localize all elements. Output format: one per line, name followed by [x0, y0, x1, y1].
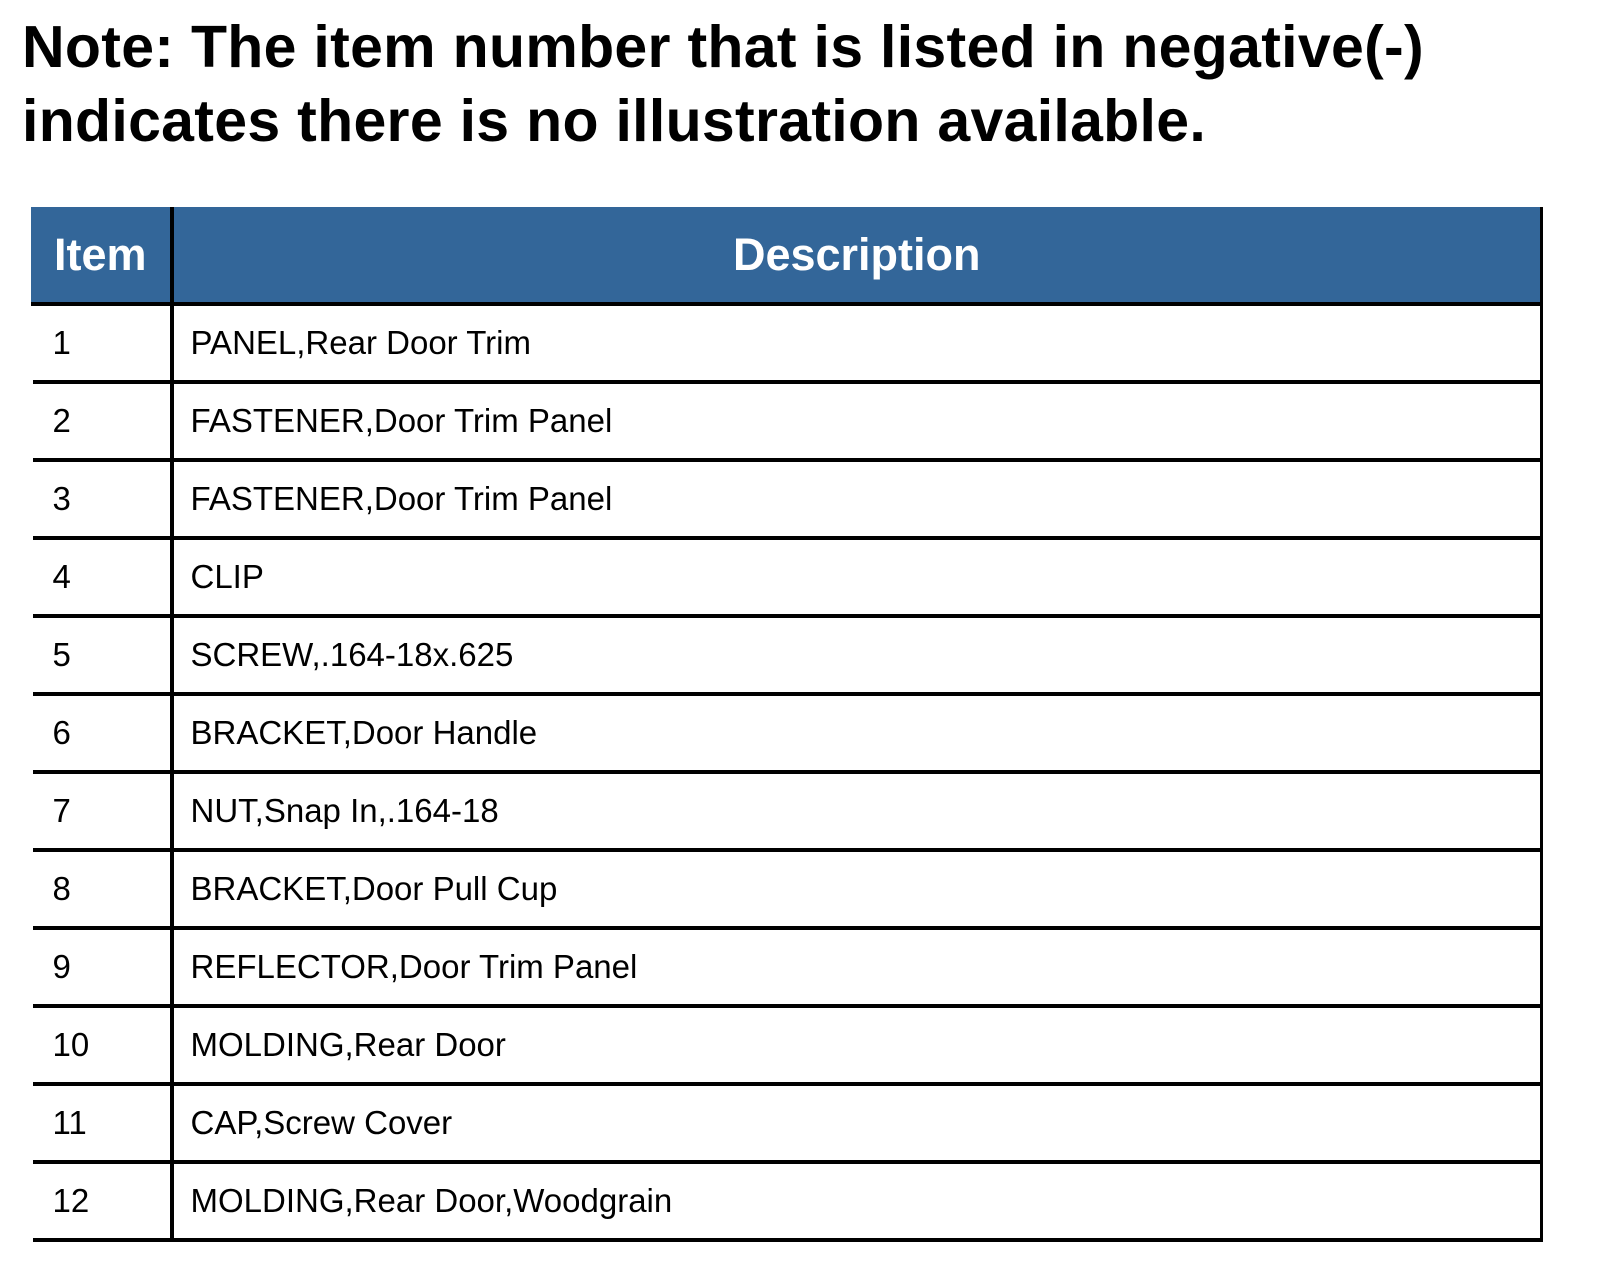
- item-number: 4: [33, 538, 172, 616]
- item-description: BRACKET,Door Pull Cup: [172, 850, 1542, 928]
- table-row: [33, 928, 1542, 1006]
- item-number: 11: [33, 1084, 172, 1162]
- item-number: 6: [33, 694, 172, 772]
- table-row: [33, 616, 1542, 694]
- note-line-1: Note: The item number that is listed in negative(-): [22, 14, 1424, 80]
- note-line-2: indicates there is no illustration available.: [22, 88, 1207, 154]
- item-description: MOLDING,Rear Door,Woodgrain: [172, 1162, 1542, 1240]
- note-heading: [22, 10, 1582, 158]
- table-row: [33, 1084, 1542, 1162]
- item-description: FASTENER,Door Trim Panel: [172, 382, 1542, 460]
- parts-table-body: [33, 304, 1542, 1240]
- item-number: 7: [33, 772, 172, 850]
- header-row: [33, 207, 1542, 304]
- table-row: [33, 850, 1542, 928]
- item-description: CLIP: [172, 538, 1542, 616]
- table-row: [33, 460, 1542, 538]
- item-description: NUT,Snap In,.164-18: [172, 772, 1542, 850]
- table-row: [33, 1162, 1542, 1240]
- table-row: [33, 772, 1542, 850]
- item-number: 12: [33, 1162, 172, 1240]
- item-description: FASTENER,Door Trim Panel: [172, 460, 1542, 538]
- item-number: 3: [33, 460, 172, 538]
- item-number: 10: [33, 1006, 172, 1084]
- item-column-header: Item: [33, 207, 172, 304]
- item-description: REFLECTOR,Door Trim Panel: [172, 928, 1542, 1006]
- parts-table-header: [33, 207, 1542, 304]
- table-row: [33, 304, 1542, 382]
- table-row: [33, 538, 1542, 616]
- item-description: SCREW,.164-18x.625: [172, 616, 1542, 694]
- item-description: PANEL,Rear Door Trim: [172, 304, 1542, 382]
- item-number: 1: [33, 304, 172, 382]
- item-number: 5: [33, 616, 172, 694]
- item-number: 8: [33, 850, 172, 928]
- item-description: BRACKET,Door Handle: [172, 694, 1542, 772]
- item-number: 9: [33, 928, 172, 1006]
- table-row: [33, 1006, 1542, 1084]
- item-number: 2: [33, 382, 172, 460]
- table-row: [33, 382, 1542, 460]
- item-description: MOLDING,Rear Door: [172, 1006, 1542, 1084]
- description-column-header: Description: [172, 207, 1542, 304]
- item-description: CAP,Screw Cover: [172, 1084, 1542, 1162]
- table-row: [33, 694, 1542, 772]
- parts-table: [31, 207, 1543, 1242]
